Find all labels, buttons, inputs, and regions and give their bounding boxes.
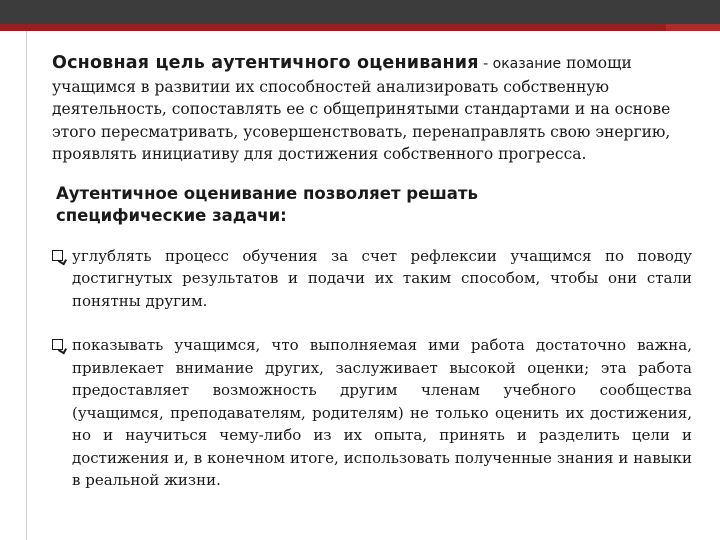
task-list (52, 245, 692, 492)
intro-paragraph (52, 52, 692, 166)
checkbox-icon (52, 339, 63, 350)
intro-lead-tail: - оказание (478, 56, 562, 72)
left-margin-rule (26, 31, 27, 540)
list-item-text: показывать учащимся, что выполняемая ими работа достаточно важна, привлекает внимание других, заслуживает высокой оценки; эта работа предоставляет возможность другим членам учебного сообщества (учащимся, преподавателям, родителям) не только оценить их достижения, но и научиться чему-либо из их опыта, принять и разделить цели и достижения и, в конечном итоге, использовать полученные знания и навыки в реальной жизни. (72, 336, 692, 489)
slide-content (52, 52, 692, 514)
intro-bold-lead: Основная цель аутентичного оценивания (52, 53, 479, 73)
list-item (52, 245, 692, 313)
top-accent-bar (0, 24, 720, 31)
list-item-text: углублять процесс обучения за счет рефлексии учащимся по поводу достигнутых результатов и подачи их таким способом, чтобы они стали понятны другим. (72, 246, 692, 310)
top-dark-bar (0, 0, 720, 24)
subheading: Аутентичное оценивание позволяет решать специфические задачи: (56, 183, 478, 225)
intro-body: помощи учащимся в развитии их способностей анализировать собственную деятельность, сопоставлять ее с общепринятыми стандартами и на основе этого пересматривать, усовершенствовать, перенаправлять свою энергию, проявлять инициативу для достижения собственного прогресса. (52, 54, 671, 163)
list-item (52, 334, 692, 492)
checkbox-icon (52, 250, 63, 261)
top-accent-corner (666, 24, 720, 31)
